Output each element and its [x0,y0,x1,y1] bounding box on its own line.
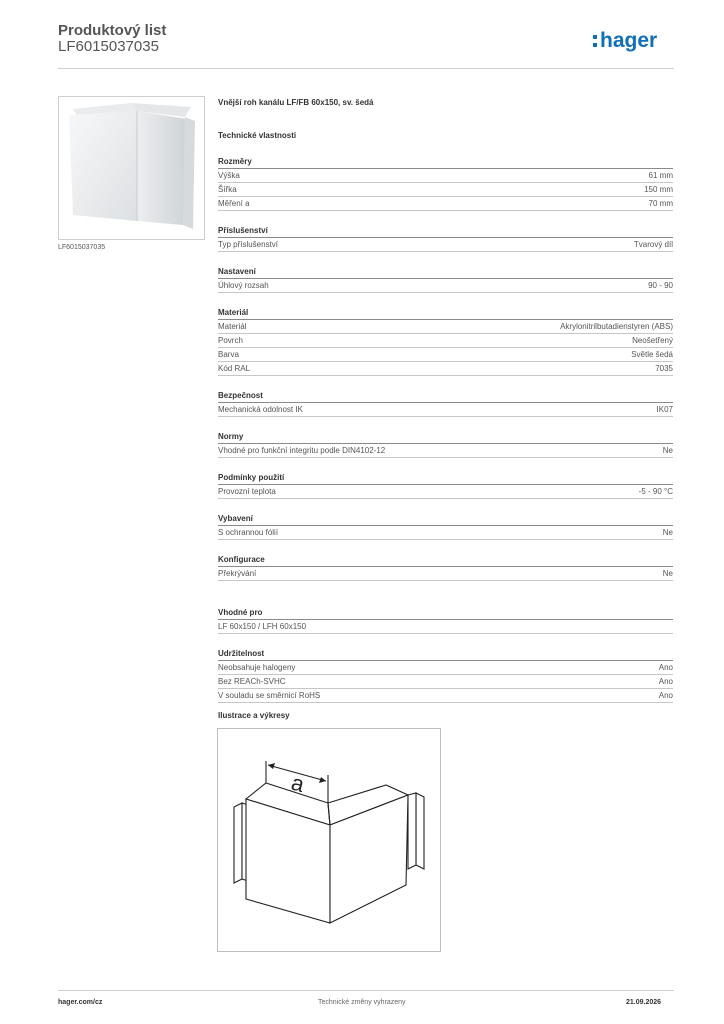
section-title: Vhodné pro [218,606,673,620]
spec-label: Mechanická odolnost IK [218,405,303,414]
spec-row [218,526,673,540]
spec-value: 7035 [655,364,673,373]
spec-label: Povrch [218,336,243,345]
spec-row [218,403,673,417]
spec-row [218,689,673,703]
spec-row [218,348,673,362]
spec-row [218,279,673,293]
footer-divider [58,990,674,991]
spec-label: S ochrannou fólií [218,528,279,537]
section-title: Materiál [218,306,673,320]
section-title: Nastavení [218,265,673,279]
spec-section [218,471,673,499]
product-photo-caption: LF6015037035 [58,244,106,251]
spec-value: Ano [658,691,673,700]
section-title: Normy [218,430,673,444]
spec-sections [218,155,673,581]
spec-value: Ano [658,677,673,686]
spec-value: -5 - 90 °C [638,487,673,496]
spec-label: Kód RAL [218,364,251,373]
spec-row [218,197,673,211]
section-title: Příslušenství [218,224,673,238]
spec-value: Světle šedá [631,350,673,359]
product-code: LF6015037035 [58,38,159,55]
spec-label: Provozní teplota [218,487,276,496]
spec-row [218,169,673,183]
spec-section [218,224,673,252]
spec-label: Barva [218,350,239,359]
technical-drawing [217,728,441,952]
spec-section [218,265,673,293]
spec-label: Vhodné pro funkční integritu podle DIN4102-12 [218,446,386,455]
spec-row [218,675,673,689]
spec-row [218,485,673,499]
spec-value: Neošetřený [632,336,673,345]
section-title: Konfigurace [218,553,673,567]
product-photo [58,96,205,240]
hager-logo [592,28,674,54]
spec-row [218,567,673,581]
sustainability-section [218,647,673,703]
logo-text: hager [600,29,658,52]
specs-panel [218,97,673,703]
spec-row [218,661,673,675]
spec-value: Tvarový díl [633,240,673,249]
spec-label: V souladu se směrnicí RoHS [218,691,321,700]
dimension-label: a [288,769,308,798]
illustrations-heading: Ilustrace a výkresy [218,711,290,720]
spec-label: LF 60x150 / LFH 60x150 [218,622,307,631]
spec-label: Neobsahuje halogeny [218,663,296,672]
spec-row [218,320,673,334]
spec-label: Šířka [218,185,237,194]
spec-row [218,334,673,348]
spec-value: Ne [662,446,673,455]
spec-section [218,389,673,417]
technical-properties-heading: Technické vlastnosti [218,131,297,140]
section-title: Vybavení [218,512,673,526]
spec-section [218,155,673,211]
section-title: Bezpečnost [218,389,673,403]
spec-row [218,620,673,634]
spec-value: 61 mm [648,171,673,180]
spec-section [218,512,673,540]
product-name: Vnější roh kanálu LF/FB 60x150, sv. šedá [218,98,374,107]
spec-value: Ne [662,569,673,578]
spec-label: Úhlový rozsah [218,281,269,290]
page-title: Produktový list [58,22,167,39]
product-photo-graphic [59,97,204,239]
section-title: Udržitelnost [218,647,673,661]
spec-label: Překrývání [218,569,257,578]
spec-label: Výška [218,171,240,180]
spec-label: Typ příslušenství [218,240,279,249]
spec-label: Měření a [218,199,250,208]
header-divider [58,68,674,69]
spec-row [218,444,673,458]
spec-value: 70 mm [648,199,673,208]
footer-date: 21.09.2026 [626,999,662,1006]
section-title: Podmínky použití [218,471,673,485]
spec-section [218,430,673,458]
spec-value: Ne [662,528,673,537]
footer-note: Technické změny vyhrazeny [318,999,406,1006]
suitable-section [218,606,673,634]
spec-row [218,362,673,376]
website-link[interactable]: hager.com/cz [58,999,103,1006]
spec-value: Ano [658,663,673,672]
spec-section [218,306,673,376]
corner-drawing [218,729,440,951]
spec-value: 90 - 90 [648,281,673,290]
spec-row [218,183,673,197]
spec-row [218,238,673,252]
section-title: Rozměry [218,155,673,169]
spec-section [218,553,673,581]
spec-label: Materiál [218,322,247,331]
spec-value: Akrylonitrilbutadienstyren (ABS) [560,322,673,331]
spec-label: Bez REACh-SVHC [218,677,286,686]
spec-value: IK07 [656,405,673,414]
spec-value: 150 mm [644,185,673,194]
